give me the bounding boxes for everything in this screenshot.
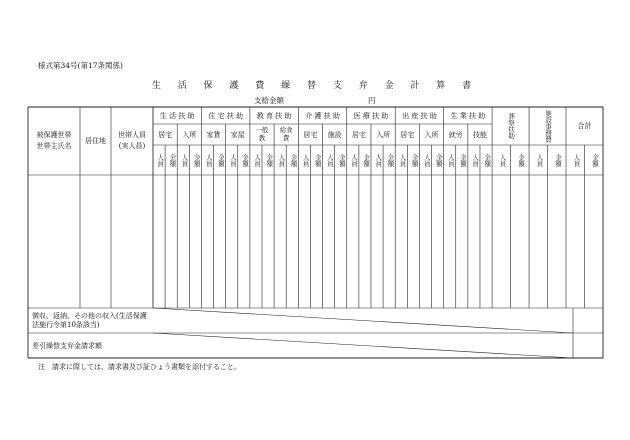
assistance-subheader: 給食費 xyxy=(279,126,293,142)
amount-column-label: 金額 xyxy=(216,153,224,167)
persons-column-label: 人員 xyxy=(180,153,188,167)
persons-column-label: 人員 xyxy=(422,153,430,167)
deduction-row-label: 徴収、返納、その他の収入(生活保護法施行令第10条該当) xyxy=(32,311,147,329)
residence-header: 居住地 xyxy=(85,137,106,145)
funeral-assistance-header: 葬祭扶助 xyxy=(507,113,516,139)
claim-amount-row-label: 差引繰替支弁金請求額 xyxy=(32,341,102,350)
assistance-subheader: 入所 xyxy=(424,130,439,139)
assistance-group-header: 生 活 扶 助 xyxy=(159,111,195,120)
assistance-group-header: 医 療 扶 助 xyxy=(353,111,389,120)
total-header: 合計 xyxy=(577,122,592,130)
recipient-header: 被保護世帯 世帯主氏名 xyxy=(36,131,72,150)
assistance-group-header: 生 業 扶 助 xyxy=(450,111,486,120)
form-number: 様式第34号(第17条関係) xyxy=(38,61,123,70)
amount-column-label: 金額 xyxy=(241,153,249,167)
assistance-group-header: 出 産 扶 助 xyxy=(402,111,437,120)
members-header: 世帯人員 (実人員) xyxy=(118,131,146,150)
persons-column-label: 人員 xyxy=(374,153,382,167)
amount-column-label: 金額 xyxy=(362,153,370,167)
assistance-group-header: 介 護 扶 助 xyxy=(305,111,340,120)
persons-column-label: 人員 xyxy=(204,153,212,167)
amount-column-label: 金額 xyxy=(192,153,200,167)
amount-column-label: 金額 xyxy=(434,153,442,167)
amount-column-label: 金額 xyxy=(554,153,562,167)
amount-column-label: 金額 xyxy=(337,153,345,167)
assistance-subheader: 入所 xyxy=(182,130,197,139)
persons-column-label: 人員 xyxy=(572,153,580,167)
persons-column-label: 人員 xyxy=(156,153,164,167)
assistance-subheader: 入所 xyxy=(376,130,391,139)
persons-column-label: 人員 xyxy=(228,153,236,167)
amount-column-label: 金額 xyxy=(168,153,176,167)
assistance-subheader: 居宅 xyxy=(158,130,173,139)
persons-column-label: 人員 xyxy=(301,153,309,167)
assistance-subheader: 居宅 xyxy=(303,130,318,139)
amount-column-label: 金額 xyxy=(517,153,525,167)
assistance-subheader: 家賃 xyxy=(206,130,221,139)
persons-column-label: 人員 xyxy=(325,153,333,167)
persons-column-label: 人員 xyxy=(398,153,406,167)
assistance-subheader: 家屋 xyxy=(230,130,245,139)
persons-column-label: 人員 xyxy=(498,153,506,167)
assistance-group-header: 住 宅 扶 助 xyxy=(208,111,243,120)
assistance-group-header: 教 育 扶 助 xyxy=(256,111,292,120)
facility-expense-header: 施設事務費 xyxy=(544,109,553,143)
amount-column-label: 金額 xyxy=(591,153,598,167)
amount-column-label: 金額 xyxy=(459,153,467,167)
amount-column-label: 金額 xyxy=(265,153,273,167)
assistance-subheader: 居宅 xyxy=(351,130,366,139)
payment-amount-label: 支給金額 xyxy=(254,96,284,105)
assistance-subheader: 居宅 xyxy=(400,130,415,139)
assistance-subheader: 施設 xyxy=(327,130,342,139)
yen-unit: 円 xyxy=(368,96,376,105)
deduction-diagonal xyxy=(153,308,573,333)
persons-column-label: 人員 xyxy=(277,153,285,167)
amount-column-label: 金額 xyxy=(386,153,394,167)
persons-column-label: 人員 xyxy=(253,153,261,167)
amount-column-label: 金額 xyxy=(289,153,297,167)
amount-column-label: 金額 xyxy=(483,153,491,167)
persons-column-label: 人員 xyxy=(471,153,479,167)
persons-column-label: 人員 xyxy=(350,153,358,167)
claim-diagonal xyxy=(153,333,573,358)
assistance-subheader: 一般教 xyxy=(255,126,269,142)
document-title: 生 活 保 護 費 繰 替 支 弁 金 計 算 書 xyxy=(151,81,479,91)
footnote: 注 請求に際しては、請求書及び証ひょう書類を添付すること。 xyxy=(38,363,241,371)
persons-column-label: 人員 xyxy=(446,153,454,167)
assistance-subheader: 就労 xyxy=(448,130,463,139)
assistance-subheader: 技能 xyxy=(472,130,487,139)
amount-column-label: 金額 xyxy=(313,153,321,167)
amount-column-label: 金額 xyxy=(410,153,418,167)
persons-column-label: 人員 xyxy=(535,153,543,167)
